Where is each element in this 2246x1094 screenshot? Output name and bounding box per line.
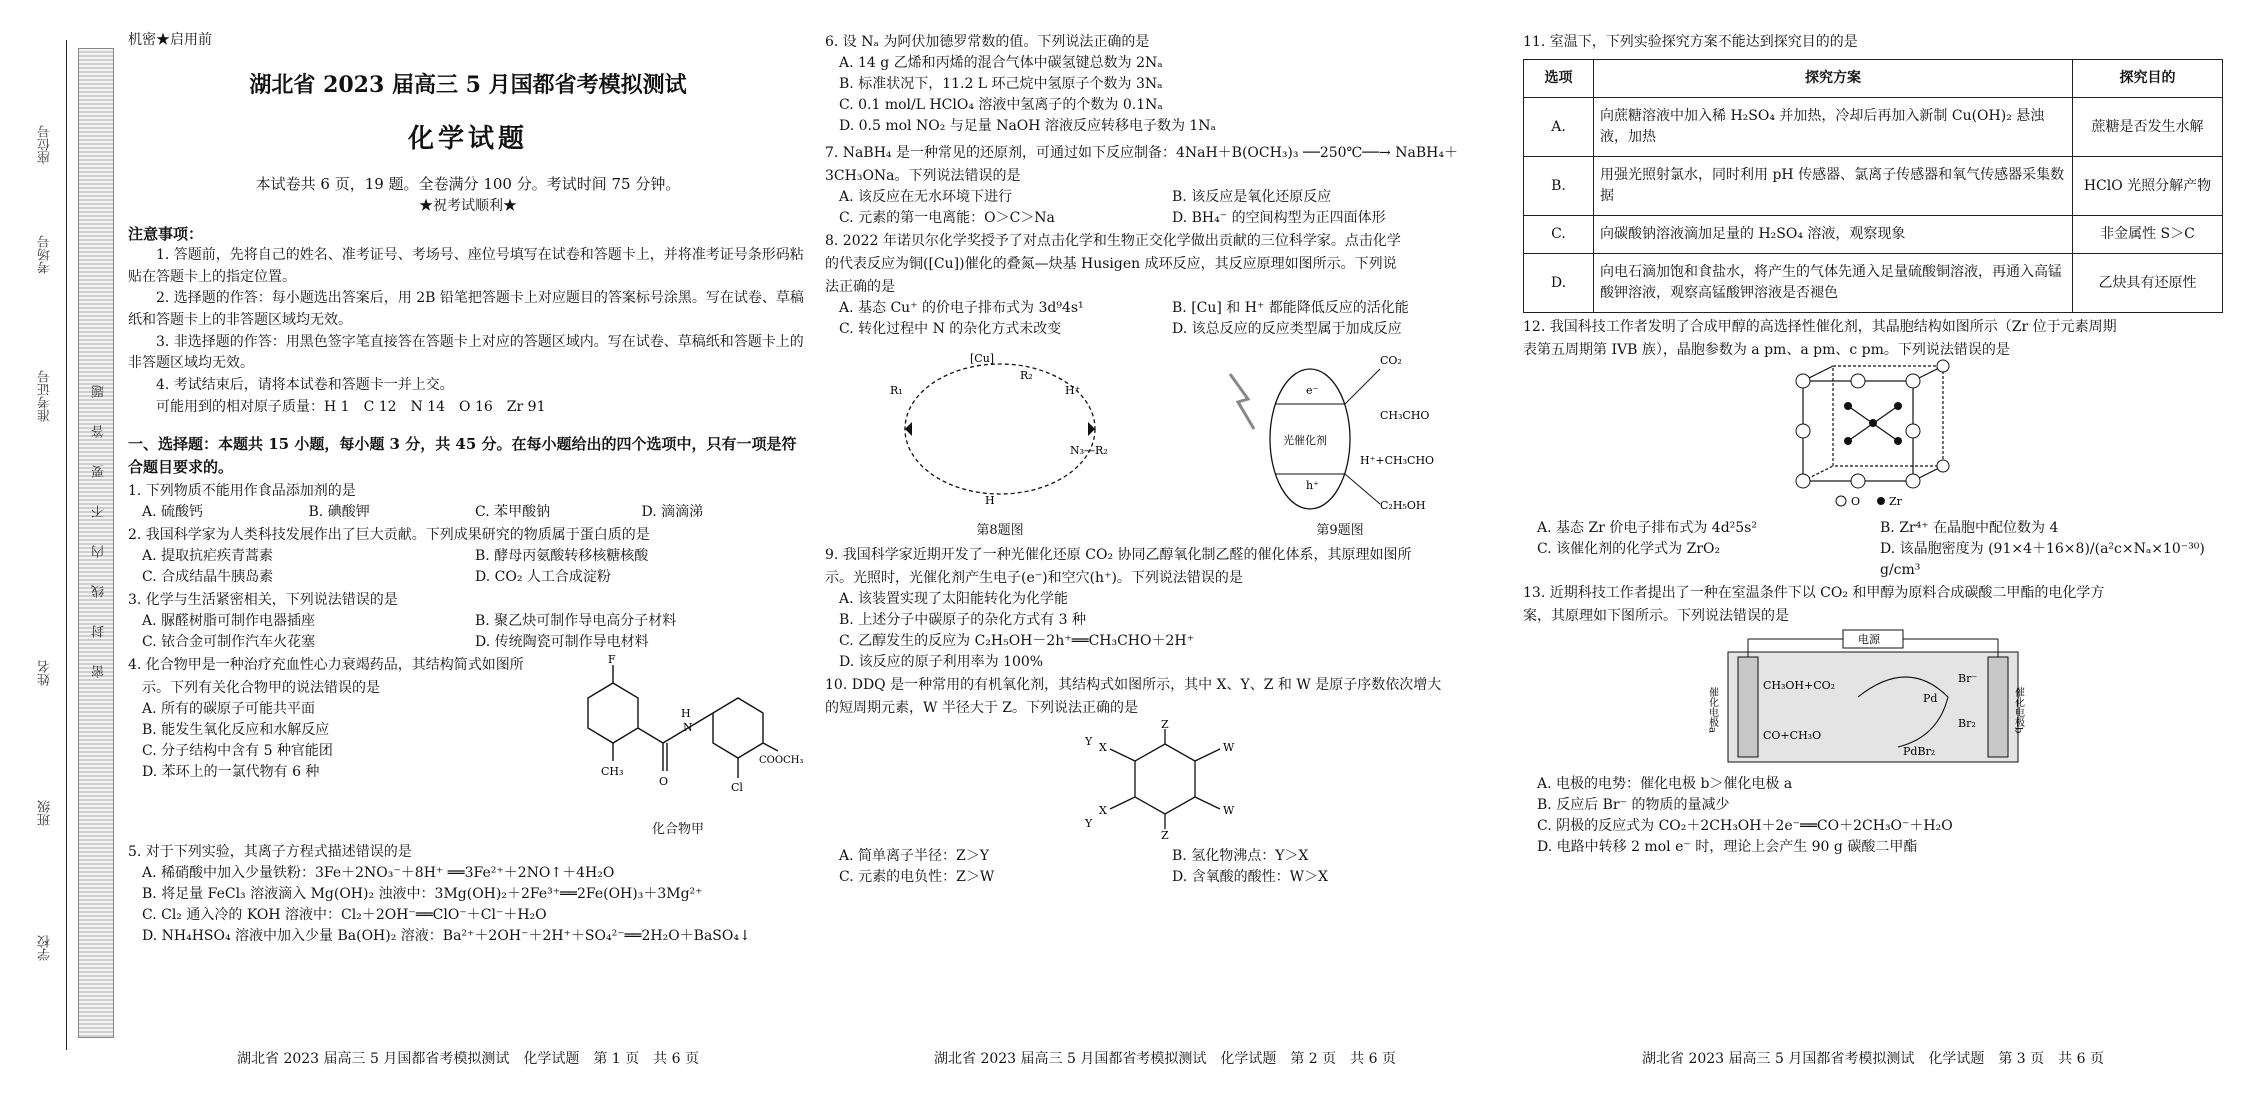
binding-strip bbox=[78, 48, 114, 1038]
electrochemistry-figure bbox=[1523, 627, 2223, 774]
question-10-options bbox=[825, 846, 1505, 888]
crystal-cell-figure bbox=[1523, 361, 2223, 518]
figure-9-caption: 第9题图 bbox=[1316, 523, 1364, 538]
ddq-atom-z: Z bbox=[1161, 717, 1169, 731]
fig13-br-label: Br⁻ bbox=[1958, 672, 1978, 685]
legend-o: O bbox=[1851, 495, 1861, 508]
table-cell: 蔗糖是否发生水解 bbox=[2073, 98, 2223, 157]
option: A. 所有的碳原子可能共平面 bbox=[142, 701, 316, 717]
option: B. 上述分子中碳原子的杂化方式有 3 种 bbox=[839, 611, 1086, 628]
option: C. 0.1 mol/L HClO₄ 溶液中氢离子的个数为 0.1Nₐ bbox=[839, 97, 1163, 113]
table-row bbox=[1524, 98, 2223, 157]
fig9-electron-label: e⁻ bbox=[1306, 384, 1319, 397]
option: B. 该反应是氧化还原反应 bbox=[1172, 189, 1332, 205]
ddq-atom-x: X bbox=[1099, 803, 1107, 817]
option: A. 该装置实现了太阳能转化为化学能 bbox=[839, 590, 1069, 607]
option: A. 稀硝酸中加入少量铁粉：3Fe＋2NO₃⁻＋8H⁺ ══3Fe²⁺＋2NO↑＋4H₂O bbox=[142, 864, 615, 881]
question-4-line1: 4. 化合物甲是一种治疗充血性心力衰竭药品，其结构简式如图所 bbox=[128, 657, 524, 673]
question-12-line1: 12. 我国科技工作者发明了合成甲醇的高选择性催化剂，其晶胞结构如图所示（Zr 位于元素周期 bbox=[1523, 319, 2117, 335]
table-cell: 向电石滴加饱和食盐水，将产生的气体先通入足量硫酸铜溶液，再通入高锰酸钾溶液，观察高锰酸钾溶液是否褪色 bbox=[1594, 254, 2073, 313]
fig9-co2-label: CO₂ bbox=[1380, 354, 1402, 367]
seal-char: 题 bbox=[92, 385, 107, 398]
page-1 bbox=[128, 30, 808, 1070]
option: C. 转化过程中 N 的杂化方式未改变 bbox=[839, 321, 1062, 337]
option: C. 铱合金可制作汽车火花塞 bbox=[142, 634, 316, 650]
table-cell: A. bbox=[1524, 98, 1594, 157]
electrode-a-label: 催化电极a bbox=[1706, 687, 1718, 733]
ddq-atom-y: Y bbox=[1085, 734, 1093, 748]
question-3-options bbox=[128, 611, 808, 653]
option: D. 传统陶瓷可制作导电材料 bbox=[475, 634, 649, 650]
compound-structure bbox=[558, 653, 804, 840]
fig9-hole-label: h⁺ bbox=[1306, 479, 1319, 492]
seal-char: 不 bbox=[92, 505, 107, 518]
page-3 bbox=[1523, 30, 2223, 1070]
binding-label-school: 学校 bbox=[38, 935, 53, 961]
question-8-line2: 的代表反应为铜([Cu])催化的叠氮—炔基 Husigen 成环反应，其反应原理如图所示。下列说 bbox=[825, 256, 1397, 272]
table-cell: B. bbox=[1524, 157, 1594, 216]
seal-char: 密 bbox=[92, 665, 107, 678]
atom-label-h: H bbox=[681, 707, 691, 720]
option: D. 0.5 mol NO₂ 与足量 NaOH 溶液反应转移电子数为 1Nₐ bbox=[839, 118, 1216, 134]
table-row bbox=[1524, 216, 2223, 254]
atom-label-ch3: CH₃ bbox=[601, 765, 624, 778]
page-footer: 湖北省 2023 届高三 5 月国都省考模拟测试 化学试题 第 1 页 共 6 页 bbox=[237, 1051, 699, 1067]
question-7-options bbox=[825, 187, 1505, 229]
exam-info: 本试卷共 6 页，19 题。全卷满分 100 分。考试时间 75 分钟。 bbox=[255, 175, 681, 193]
power-source-label: 电源 bbox=[1858, 633, 1880, 646]
exam-wish: ★祝考试顺利★ bbox=[419, 197, 517, 214]
atomic-mass: 可能用到的相对原子质量：H 1 C 12 N 14 O 16 Zr 91 bbox=[156, 398, 546, 415]
click-chemistry-cycle-diagram bbox=[870, 344, 1130, 514]
option: D. 该晶胞密度为 (91×4＋16×8)/(a²c×Nₐ×10⁻³⁰) g/cm³ bbox=[1880, 541, 2205, 578]
figure-8 bbox=[870, 344, 1130, 541]
table-cell: 非金属性 S＞C bbox=[2073, 216, 2223, 254]
question-1-options bbox=[128, 502, 808, 523]
ddq-structure-diagram bbox=[1075, 717, 1255, 842]
section-heading: 一、选择题：本题共 15 小题，每小题 3 分，共 45 分。在每小题给出的四个选项中，只有一项是符合题目要求的。 bbox=[128, 434, 797, 476]
fig8-n3-label: N₃—R₂ bbox=[1070, 444, 1108, 457]
photocatalysis-diagram bbox=[1220, 344, 1460, 514]
table-header: 探究方案 bbox=[1594, 60, 2073, 98]
page-2 bbox=[825, 30, 1505, 1070]
option: A. 硫酸钙 bbox=[142, 504, 204, 520]
option: C. 合成结晶牛胰岛素 bbox=[142, 569, 274, 585]
fig9-hplus-label: H⁺+CH₃CHO bbox=[1360, 454, 1435, 467]
question-2: 2. 我国科学家为人类科技发展作出了巨大贡献。下列成果研究的物质属于蛋白质的是 bbox=[128, 527, 650, 543]
question-12-options bbox=[1523, 518, 2223, 581]
crystal-cell-diagram bbox=[1763, 361, 1983, 511]
option: B. 能发生氧化反应和水解反应 bbox=[142, 722, 330, 738]
option: A. 提取抗疟疾青蒿素 bbox=[142, 548, 274, 564]
seal-char: 内 bbox=[92, 545, 107, 558]
table-header-row bbox=[1524, 60, 2223, 98]
notes-heading: 注意事项： bbox=[128, 224, 204, 243]
option: A. 14 g 乙烯和丙烯的混合气体中碳氢键总数为 2Nₐ bbox=[839, 55, 1163, 71]
question-9-line1: 9. 我国科学家近期开发了一种光催化还原 CO₂ 协同乙醇氧化制乙醛的催化体系，其原理如图所 bbox=[825, 546, 1412, 563]
question-7-line2: 3CH₃ONa。下列说法错误的是 bbox=[825, 168, 1021, 184]
binding-label-name: 姓名 bbox=[38, 660, 53, 686]
option: A. 脲醛树脂可制作电器插座 bbox=[142, 613, 316, 629]
option: D. BH₄⁻ 的空间构型为正四面体形 bbox=[1172, 210, 1386, 226]
question-5: 5. 对于下列实验，其离子方程式描述错误的是 bbox=[128, 843, 412, 860]
table-header: 探究目的 bbox=[2073, 60, 2223, 98]
option: A. 该反应在无水环境下进行 bbox=[839, 189, 1013, 205]
table-cell: 向碳酸钠溶液滴加足量的 H₂SO₄ 溶液，观察现象 bbox=[1594, 216, 2073, 254]
question-13-line2: 案，其原理如下图所示。下列说法错误的是 bbox=[1523, 608, 1789, 624]
option: C. Cl₂ 通入冷的 KOH 溶液中：Cl₂＋2OH⁻══ClO⁻＋Cl⁻＋H₂O bbox=[142, 906, 547, 923]
note-item: 3. 非选择题的作答：用黑色签字笔直接答在答题卡上对应的答题区域内。写在试卷、草稿纸和答题卡上的非答题区域均无效。 bbox=[128, 333, 804, 372]
fig9-catalyst-label: 光催化剂 bbox=[1283, 434, 1327, 447]
atom-label-cooch3: COOCH₃ bbox=[759, 755, 804, 766]
option: A. 基态 Zr 价电子排布式为 4d²5s² bbox=[1537, 520, 1757, 536]
table-row bbox=[1524, 254, 2223, 313]
option: D. CO₂ 人工合成淀粉 bbox=[475, 569, 611, 585]
option: D. 滴滴涕 bbox=[641, 504, 704, 520]
binding-label-seat: 座位号 bbox=[38, 125, 53, 164]
ddq-structure bbox=[825, 719, 1505, 846]
seal-char: 要 bbox=[92, 465, 107, 478]
binding-label-class: 班级 bbox=[38, 800, 53, 826]
table-cell: 用强光照射氯水，同时利用 pH 传感器、氯离子传感器和氧气传感器采集数据 bbox=[1594, 157, 2073, 216]
option: A. 基态 Cu⁺ 的价电子排布式为 3d⁹4s¹ bbox=[839, 300, 1084, 316]
option: B. 氢化物沸点：Y＞X bbox=[1172, 847, 1309, 864]
seal-char: 线 bbox=[92, 585, 107, 598]
option: B. 标准状况下，11.2 L 环己烷中氢原子个数为 3Nₐ bbox=[839, 76, 1163, 92]
fig8-r1-label: R₁ bbox=[890, 384, 903, 397]
table-cell: C. bbox=[1524, 216, 1594, 254]
option: C. 阴极的反应式为 CO₂＋2CH₃OH＋2e⁻══CO＋2CH₃O⁻＋H₂O bbox=[1537, 818, 1953, 834]
binding-label-ticket: 准考证号 bbox=[38, 370, 53, 422]
option: B. 反应后 Br⁻ 的物质的量减少 bbox=[1537, 797, 1730, 813]
secret-label: 机密★启用前 bbox=[128, 32, 212, 48]
option: A. 简单离子半径：Z＞Y bbox=[839, 847, 989, 864]
option: B. 将足量 FeCl₃ 溶液滴入 Mg(OH)₂ 浊液中：3Mg(OH)₂＋2Fe³⁺══2Fe(OH)₃＋3Mg²⁺ bbox=[142, 885, 703, 902]
compound-structure-diagram bbox=[563, 653, 804, 813]
fig8-h-label: H⁺ bbox=[1065, 384, 1081, 397]
option: C. 该催化剂的化学式为 ZrO₂ bbox=[1537, 541, 1721, 557]
question-4-line2: 示。下列有关化合物甲的说法错误的是 bbox=[142, 680, 380, 696]
fig9-ch3cho-label: CH₃CHO bbox=[1380, 409, 1430, 422]
binding-line bbox=[66, 40, 67, 1050]
option: B. 酵母丙氨酸转移核糖核酸 bbox=[475, 548, 649, 564]
legend-zr: Zr bbox=[1889, 495, 1902, 508]
fig8-r2-label: R₂ bbox=[1020, 369, 1033, 382]
ddq-atom-w: W bbox=[1223, 740, 1235, 754]
page-footer: 湖北省 2023 届高三 5 月国都省考模拟测试 化学试题 第 3 页 共 6 页 bbox=[1642, 1051, 2104, 1067]
option: C. 苯甲酸钠 bbox=[475, 504, 551, 520]
fig13-reactant-label: CH₃OH+CO₂ bbox=[1763, 679, 1836, 692]
atom-label-n: N bbox=[683, 721, 693, 734]
option: D. 苯环上的一氯代物有 6 种 bbox=[142, 764, 320, 780]
fig13-br2-label: Br₂ bbox=[1958, 717, 1976, 730]
seal-char: 答 bbox=[92, 425, 107, 438]
exam-title: 湖北省 2023 届高三 5 月国都省考模拟测试 bbox=[249, 72, 687, 98]
question-10-line2: 的短周期元素，W 半径大于 Z。下列说法正确的是 bbox=[825, 699, 1139, 716]
compound-caption: 化合物甲 bbox=[651, 822, 704, 837]
table-header: 选项 bbox=[1524, 60, 1594, 98]
atom-label-f: F bbox=[608, 653, 616, 666]
electrode-b-label: 催化电极b bbox=[2012, 687, 2024, 734]
atom-label-cl: Cl bbox=[731, 781, 743, 794]
ddq-atom-z: Z bbox=[1161, 828, 1169, 842]
option: C. 元素的电负性：Z＞W bbox=[839, 868, 995, 885]
option: D. NH₄HSO₄ 溶液中加入少量 Ba(OH)₂ 溶液：Ba²⁺＋2OH⁻＋2H⁺＋SO₄²⁻══2H₂O＋BaSO₄↓ bbox=[142, 927, 751, 944]
question-8-line1: 8. 2022 年诺贝尔化学奖授予了对点击化学和生物正交化学做出贡献的三位科学家。点击化学 bbox=[825, 233, 1401, 249]
figure-8-caption: 第8题图 bbox=[976, 523, 1024, 538]
option: C. 乙醇发生的反应为 C₂H₅OH－2h⁺══CH₃CHO＋2H⁺ bbox=[839, 632, 1195, 649]
table-row bbox=[1524, 157, 2223, 216]
option: A. 电极的电势：催化电极 b＞催化电极 a bbox=[1537, 776, 1793, 792]
binding-label-room: 考场号 bbox=[38, 235, 53, 274]
question-4-block bbox=[128, 653, 808, 840]
fig8-cu-label: [Cu] bbox=[970, 352, 995, 365]
figure-9 bbox=[1220, 344, 1460, 541]
fig13-product-label: CO+CH₃O bbox=[1763, 729, 1822, 742]
experiment-table bbox=[1523, 59, 2223, 313]
option: D. 该总反应的反应类型属于加成反应 bbox=[1172, 321, 1402, 337]
option: D. 含氧酸的酸性：W＞X bbox=[1172, 868, 1328, 885]
note-item: 2. 选择题的作答：每小题选出答案后，用 2B 铅笔把答题卡上对应题目的答案标号涂黑。写在试卷、草稿纸和答题卡上的非答题区域均无效。 bbox=[128, 290, 804, 329]
table-cell: 向蔗糖溶液中加入稀 H₂SO₄ 并加热，冷却后再加入新制 Cu(OH)₂ 悬浊液，加热 bbox=[1594, 98, 2073, 157]
option: B. 碘酸钾 bbox=[308, 504, 370, 520]
figures-8-9 bbox=[825, 344, 1505, 541]
fig8-h2-label: H bbox=[985, 494, 995, 507]
table-cell: HClO 光照分解产物 bbox=[2073, 157, 2223, 216]
question-2-options bbox=[128, 546, 808, 588]
option: C. 元素的第一电离能：O＞C＞Na bbox=[839, 210, 1055, 226]
question-8-options bbox=[825, 298, 1505, 340]
question-9-line2: 示。光照时，光催化剂产生电子(e⁻)和空穴(h⁺)。下列说法错误的是 bbox=[825, 569, 1243, 586]
question-7-line1: 7. NaBH₄ 是一种常见的还原剂，可通过如下反应制备：4NaH＋B(OCH₃)₃ ──250℃──→ NaBH₄＋ bbox=[825, 145, 1458, 161]
electrolysis-cell-diagram bbox=[1708, 627, 2038, 767]
ddq-atom-y: Y bbox=[1085, 816, 1093, 830]
option: B. Zr⁴⁺ 在晶胞中配位数为 4 bbox=[1880, 520, 2059, 536]
note-item: 4. 考试结束后，请将本试卷和答题卡一并上交。 bbox=[156, 377, 454, 394]
option: D. 该反应的原子利用率为 100% bbox=[839, 653, 1044, 670]
question-12-line2: 表第五周期第 IVB 族），晶胞参数为 a pm、a pm、c pm。下列说法错误的是 bbox=[1523, 342, 2010, 358]
atom-label-o: O bbox=[659, 775, 669, 788]
option: C. 分子结构中含有 5 种官能团 bbox=[142, 743, 333, 759]
ddq-atom-x: X bbox=[1099, 740, 1107, 754]
question-10-line1: 10. DDQ 是一种常用的有机氧化剂，其结构式如图所示，其中 X、Y、Z 和 W 是原子序数依次增大 bbox=[825, 676, 1442, 693]
page-footer: 湖北省 2023 届高三 5 月国都省考模拟测试 化学试题 第 2 页 共 6 页 bbox=[934, 1051, 1396, 1067]
question-13-line1: 13. 近期科技工作者提出了一种在室温条件下以 CO₂ 和甲醇为原料合成碳酸二甲酯的电化学方 bbox=[1523, 585, 2105, 601]
seal-char: 封 bbox=[92, 625, 107, 638]
question-11: 11. 室温下，下列实验探究方案不能达到探究目的的是 bbox=[1523, 34, 1858, 50]
ddq-atom-w: W bbox=[1223, 803, 1235, 817]
fig13-pd-label: Pd bbox=[1923, 692, 1938, 705]
fig9-ethanol-label: C₂H₅OH bbox=[1380, 499, 1426, 512]
table-cell: D. bbox=[1524, 254, 1594, 313]
option: B. [Cu] 和 H⁺ 都能降低反应的活化能 bbox=[1172, 300, 1409, 316]
question-6: 6. 设 Nₐ 为阿伏加德罗常数的值。下列说法正确的是 bbox=[825, 34, 1150, 50]
question-1: 1. 下列物质不能用作食品添加剂的是 bbox=[128, 483, 356, 499]
subject-title: 化学试题 bbox=[407, 124, 528, 154]
option: B. 聚乙炔可制作导电高分子材料 bbox=[475, 613, 677, 629]
fig13-pdbr2-label: PdBr₂ bbox=[1903, 745, 1936, 758]
question-8-line3: 法正确的是 bbox=[825, 279, 895, 295]
option: D. 电路中转移 2 mol e⁻ 时，理论上会产生 90 g 碳酸二甲酯 bbox=[1537, 839, 1918, 855]
note-item: 1. 答题前，先将自己的姓名、准考证号、考场号、座位号填写在试卷和答题卡上，并将准考证号条形码粘贴在答题卡上的指定位置。 bbox=[128, 247, 804, 285]
table-cell: 乙炔具有还原性 bbox=[2073, 254, 2223, 313]
question-3: 3. 化学与生活紧密相关，下列说法错误的是 bbox=[128, 592, 398, 608]
